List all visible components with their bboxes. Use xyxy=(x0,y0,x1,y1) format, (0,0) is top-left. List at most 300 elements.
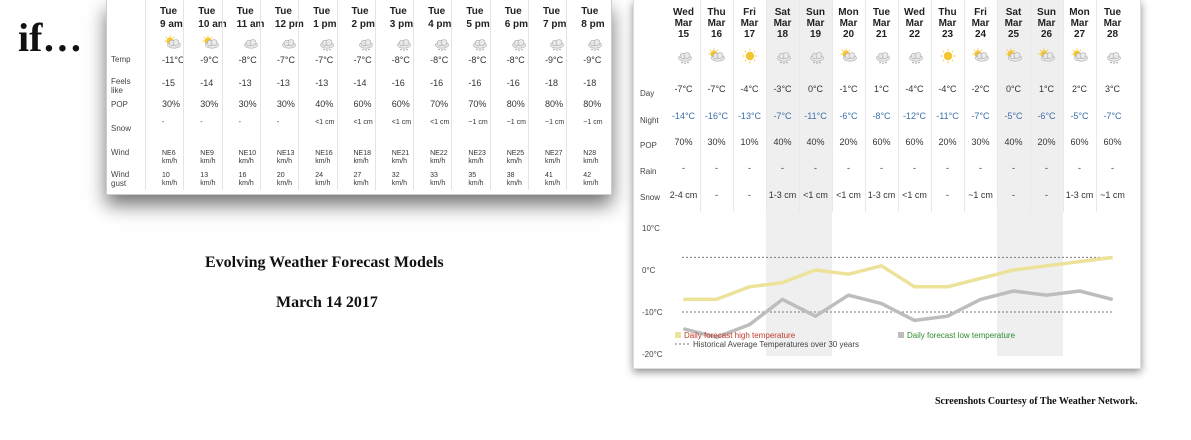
day-high: 0°C xyxy=(807,84,824,94)
day-date: 16 xyxy=(710,29,723,40)
day-rain: - xyxy=(814,163,817,173)
column-separator xyxy=(997,0,998,212)
y-tick-label: 10°C xyxy=(642,224,660,233)
row-label-snow: Snow xyxy=(111,124,132,133)
hour-snow: - xyxy=(276,119,280,126)
hour-feels-like: -14 xyxy=(200,78,214,88)
hour-snow: <1 cm xyxy=(315,119,335,126)
night-low: -12°C xyxy=(902,111,927,121)
day-high: -2°C xyxy=(971,84,990,94)
hour-time: 4 pm xyxy=(428,19,452,30)
hour-feels-like: -13 xyxy=(315,78,329,88)
hour-time: 10 am xyxy=(198,19,227,30)
legend-low-swatch xyxy=(898,332,904,338)
cloud-icon xyxy=(240,35,260,49)
legend-historical-label: Historical Average Temperatures over 30 years xyxy=(693,340,860,349)
snow-cloud-icon xyxy=(905,48,925,64)
hour-snow: ~1 cm xyxy=(545,119,565,126)
hourly-column xyxy=(337,0,376,190)
day-snow: 1-3 cm xyxy=(768,190,797,200)
hour-temp: -9°C xyxy=(200,55,219,65)
snow-cloud-icon xyxy=(393,35,413,49)
high-temperature-point xyxy=(914,286,915,287)
hour-wind-unit: km/h xyxy=(315,158,331,165)
day-date: 23 xyxy=(941,29,954,40)
high-temperature-point xyxy=(782,282,783,283)
hour-pop: 30% xyxy=(276,99,295,109)
sun-cloud-icon xyxy=(839,48,859,64)
hour-time: 3 pm xyxy=(389,19,414,30)
day-pop: 60% xyxy=(872,137,891,147)
night-low: -11°C xyxy=(936,111,959,121)
high-temperature-point xyxy=(848,274,849,275)
day-dow: Thu xyxy=(707,7,726,18)
day-pop: 60% xyxy=(1070,137,1089,147)
day-date: 24 xyxy=(974,29,987,40)
day-date: 19 xyxy=(809,29,822,40)
hour-pop: 30% xyxy=(200,99,219,109)
snow-cloud-icon xyxy=(674,48,694,64)
hour-wind-unit: km/h xyxy=(200,158,216,165)
snow-cloud-icon xyxy=(584,35,604,49)
day-date: 21 xyxy=(875,29,888,40)
night-low: -16°C xyxy=(704,111,729,121)
high-temperature-point xyxy=(716,299,717,300)
night-low: -5°C xyxy=(1070,111,1089,121)
low-temperature-point xyxy=(1112,299,1113,300)
hour-temp: -9°C xyxy=(545,55,564,65)
hour-wind: NE16 xyxy=(315,150,333,157)
day-header xyxy=(799,7,832,40)
credit-text: Screenshots Courtesy of The Weather Network. xyxy=(935,396,1138,407)
night-low: -11°C xyxy=(804,111,827,121)
day-rain: - xyxy=(781,163,784,173)
daily-column xyxy=(799,0,832,212)
day-high: -3°C xyxy=(773,84,792,94)
hour-gust: 38 xyxy=(506,172,515,179)
high-temperature-point xyxy=(815,269,816,270)
day-snow: - xyxy=(748,190,751,200)
day-snow: ~1 cm xyxy=(968,190,993,200)
day-snow: - xyxy=(946,190,949,200)
hour-gust: 27 xyxy=(353,172,362,179)
day-header xyxy=(931,7,964,40)
hour-gust-unit: km/h xyxy=(506,180,522,187)
low-temperature-point xyxy=(1079,290,1080,291)
day-rain: - xyxy=(880,163,883,173)
hour-wind: NE21 xyxy=(391,150,410,157)
row-label-wind: Wind xyxy=(111,148,130,157)
column-separator xyxy=(865,0,866,212)
day-pop: 60% xyxy=(905,137,924,147)
column-separator xyxy=(700,0,701,212)
hour-feels-like: -16 xyxy=(430,78,444,88)
hour-gust: 10 xyxy=(162,172,170,179)
snow-cloud-icon xyxy=(431,35,451,49)
day-month: Mar xyxy=(938,18,957,29)
day-snow: <1 cm xyxy=(836,190,861,200)
hour-temp: -8°C xyxy=(238,55,257,65)
hour-wind-unit: km/h xyxy=(353,158,369,165)
hour-time: 6 pm xyxy=(504,19,529,30)
hour-wind: NE13 xyxy=(276,150,295,157)
hour-day: Tue xyxy=(313,6,331,17)
night-low: -6°C xyxy=(1037,111,1056,121)
row-label-pop: POP xyxy=(640,141,657,150)
hour-wind: NE22 xyxy=(430,150,448,157)
daily-column xyxy=(964,0,997,212)
hour-wind-unit: km/h xyxy=(545,158,561,165)
day-header xyxy=(832,7,865,40)
hour-snow: ~1 cm xyxy=(468,119,488,126)
hour-time: 12 pm xyxy=(274,19,304,30)
column-separator xyxy=(1096,0,1097,212)
hour-feels-like: -16 xyxy=(468,78,482,88)
day-month: Mar xyxy=(1103,18,1122,29)
snow-cloud-icon xyxy=(355,35,375,49)
hour-day: Tue xyxy=(274,6,292,17)
day-month: Mar xyxy=(971,18,990,29)
hour-temp: -7°C xyxy=(315,55,334,65)
hour-temp: -7°C xyxy=(353,55,372,65)
row-label-feels-like: like xyxy=(111,86,124,95)
column-separator xyxy=(766,0,767,212)
day-header xyxy=(1096,7,1129,40)
day-month: Mar xyxy=(1037,18,1056,29)
hour-wind-unit: km/h xyxy=(162,158,178,165)
daily-column xyxy=(1030,0,1063,212)
night-low: -7°C xyxy=(971,111,990,121)
daily-column xyxy=(1063,0,1096,212)
hour-feels-like: -13 xyxy=(276,78,290,88)
day-rain: - xyxy=(847,163,850,173)
snow-cloud-icon xyxy=(1103,48,1123,64)
row-label-pop: POP xyxy=(111,100,128,109)
day-pop: 30% xyxy=(707,137,726,147)
daily-column xyxy=(733,0,766,212)
column-separator xyxy=(1063,0,1064,212)
high-temperature-point xyxy=(1013,269,1014,270)
hour-wind-unit: km/h xyxy=(430,158,446,165)
hour-wind: NE25 xyxy=(506,150,525,157)
hour-feels-like: -16 xyxy=(506,78,520,88)
row-label-day: Day xyxy=(640,89,655,98)
night-low: -5°C xyxy=(1004,111,1023,121)
day-date: 15 xyxy=(677,29,690,40)
hour-pop: 30% xyxy=(238,99,257,109)
day-rain: - xyxy=(715,163,718,173)
low-temperature-point xyxy=(881,303,882,304)
y-tick-label: -20°C xyxy=(642,350,663,359)
sun-cloud-icon xyxy=(1004,48,1024,64)
hour-temp: -11°C xyxy=(162,55,185,65)
high-temperature-point xyxy=(980,278,981,279)
legend-low-label: Daily forecast low temperature xyxy=(907,331,1016,340)
hour-feels-like: -16 xyxy=(391,78,405,88)
day-date: 22 xyxy=(908,29,921,40)
day-high: -4°C xyxy=(905,84,924,94)
day-date: 20 xyxy=(842,29,855,40)
sun-cloud-icon xyxy=(971,48,991,64)
snow-cloud-icon xyxy=(773,48,793,64)
low-temperature-point xyxy=(782,299,783,300)
slide-title: Evolving Weather Forecast Models xyxy=(205,254,444,271)
day-high: 0°C xyxy=(1005,84,1022,94)
hour-temp: -9°C xyxy=(583,55,602,65)
hourly-column xyxy=(451,0,490,190)
day-pop: 10% xyxy=(740,137,759,147)
hour-gust-unit: km/h xyxy=(315,180,331,187)
day-snow: - xyxy=(1012,190,1015,200)
day-pop: 20% xyxy=(1037,137,1056,147)
night-low: -13°C xyxy=(737,111,762,121)
hour-temp: -8°C xyxy=(430,55,449,65)
night-low: -8°C xyxy=(872,111,891,121)
day-snow: <1 cm xyxy=(803,190,828,200)
day-month: Mar xyxy=(740,18,759,29)
day-rain: - xyxy=(1111,163,1114,173)
sun-icon xyxy=(938,48,958,64)
hour-pop: 70% xyxy=(468,99,487,109)
hourly-column xyxy=(260,0,304,190)
day-dow: Thu xyxy=(938,7,957,18)
day-high: -4°C xyxy=(938,84,957,94)
day-snow: - xyxy=(1045,190,1048,200)
column-separator xyxy=(832,0,833,212)
hour-wind: NE9 xyxy=(200,150,214,157)
hour-gust-unit: km/h xyxy=(583,180,599,187)
row-label-snow: Snow xyxy=(640,193,661,202)
hour-wind-unit: km/h xyxy=(391,158,407,165)
high-temperature-point xyxy=(1079,261,1080,262)
low-temperature-point xyxy=(683,328,684,329)
day-pop: 60% xyxy=(1103,137,1122,147)
legend-high-swatch xyxy=(675,332,681,338)
hour-time: 1 pm xyxy=(313,19,337,30)
sun-icon xyxy=(740,48,760,64)
day-header xyxy=(700,7,733,40)
hour-day: Tue xyxy=(466,6,484,17)
sun-cloud-icon xyxy=(201,35,221,49)
hour-feels-like: -13 xyxy=(238,78,252,88)
hour-time: 9 am xyxy=(160,19,183,30)
day-pop: 40% xyxy=(773,137,792,147)
weekend-shade xyxy=(1030,212,1063,356)
hour-gust-unit: km/h xyxy=(353,180,369,187)
slide-if-text: if… xyxy=(18,15,83,60)
daily-column xyxy=(1096,0,1129,212)
day-pop: 20% xyxy=(938,137,957,147)
low-temperature-point xyxy=(815,316,816,317)
day-dow: Fri xyxy=(974,7,987,18)
day-dow: Sun xyxy=(1037,7,1056,18)
hour-feels-like: -18 xyxy=(545,78,559,88)
sun-cloud-icon xyxy=(1070,48,1090,64)
sun-cloud-icon xyxy=(707,48,727,64)
high-temperature-point xyxy=(683,299,684,300)
hourly-column xyxy=(413,0,452,190)
hour-gust-unit: km/h xyxy=(468,180,484,187)
hour-gust: 16 xyxy=(238,172,247,179)
hour-pop: 80% xyxy=(583,99,602,109)
low-temperature-point xyxy=(914,320,915,321)
day-dow: Mon xyxy=(1069,7,1090,18)
hourly-column xyxy=(222,0,265,190)
hour-gust: 32 xyxy=(391,172,400,179)
hour-gust-unit: km/h xyxy=(162,180,178,187)
daily-column xyxy=(997,0,1030,212)
day-header xyxy=(997,7,1030,40)
column-separator xyxy=(898,0,899,212)
weekend-shade xyxy=(799,212,832,356)
day-high: 1°C xyxy=(1038,84,1055,94)
day-month: Mar xyxy=(1070,18,1089,29)
day-month: Mar xyxy=(1004,18,1023,29)
high-temperature-point xyxy=(1046,265,1047,266)
day-dow: Sat xyxy=(774,7,791,18)
y-tick-label: -10°C xyxy=(642,308,663,317)
hour-pop: 40% xyxy=(315,99,334,109)
hour-gust: 24 xyxy=(315,172,323,179)
day-date: 18 xyxy=(776,29,789,40)
day-date: 17 xyxy=(743,29,756,40)
day-dow: Sun xyxy=(806,7,825,18)
hour-wind: NE10 xyxy=(238,150,257,157)
day-rain: - xyxy=(682,163,685,173)
day-dow: Mon xyxy=(838,7,859,18)
hourly-column xyxy=(528,0,567,190)
day-high: -4°C xyxy=(740,84,759,94)
hour-time: 11 am xyxy=(236,19,265,30)
day-dow: Tue xyxy=(1103,7,1122,18)
low-temperature-point xyxy=(848,295,849,296)
high-temperature-point xyxy=(1112,257,1113,258)
slide-date: March 14 2017 xyxy=(276,294,378,311)
day-month: Mar xyxy=(707,18,726,29)
sun-cloud-icon xyxy=(1037,48,1057,64)
day-high: 2°C xyxy=(1071,84,1088,94)
row-label-wind-gust2: gust xyxy=(111,179,127,188)
high-temperature-point xyxy=(881,265,882,266)
hourly-column xyxy=(145,0,184,190)
day-high: -1°C xyxy=(839,84,858,94)
snow-cloud-icon xyxy=(546,35,566,49)
hour-temp: -8°C xyxy=(468,55,487,65)
day-snow: ~1 cm xyxy=(1100,190,1125,200)
hourly-column xyxy=(490,0,529,190)
hour-gust: 20 xyxy=(276,172,285,179)
day-header xyxy=(1063,7,1096,40)
hourly-column xyxy=(298,0,337,190)
day-rain: - xyxy=(1078,163,1081,173)
night-low: -7°C xyxy=(1103,111,1122,121)
day-high: 1°C xyxy=(873,84,890,94)
day-dow: Wed xyxy=(673,7,694,18)
hour-day: Tue xyxy=(236,6,254,17)
hour-day: Tue xyxy=(198,6,216,17)
hour-pop: 70% xyxy=(430,99,449,109)
day-rain: - xyxy=(946,163,949,173)
night-low: -7°C xyxy=(773,111,792,121)
high-temperature-point xyxy=(947,286,948,287)
row-label-feels: Feels xyxy=(111,77,131,86)
day-month: Mar xyxy=(773,18,792,29)
hour-pop: 60% xyxy=(391,99,410,109)
column-separator xyxy=(964,0,965,212)
day-high: 3°C xyxy=(1104,84,1121,94)
day-rain: - xyxy=(748,163,751,173)
low-temperature-point xyxy=(947,316,948,317)
snow-cloud-icon xyxy=(316,35,336,49)
hour-day: Tue xyxy=(389,6,407,17)
hour-gust-unit: km/h xyxy=(238,180,254,187)
row-label-wind-gust: Wind xyxy=(111,170,130,179)
sun-cloud-icon xyxy=(163,35,183,49)
column-separator xyxy=(1030,0,1031,212)
snow-cloud-icon xyxy=(872,48,892,64)
day-date: 25 xyxy=(1007,29,1020,40)
hour-pop: 30% xyxy=(162,99,181,109)
day-header xyxy=(733,7,766,40)
day-rain: - xyxy=(1045,163,1048,173)
day-rain: - xyxy=(913,163,916,173)
low-temperature-point xyxy=(749,324,750,325)
hour-gust: 33 xyxy=(430,172,438,179)
hour-gust-unit: km/h xyxy=(276,180,293,187)
hourly-column xyxy=(183,0,227,190)
hour-time: 8 pm xyxy=(581,19,605,30)
night-low: -14°C xyxy=(671,111,696,121)
hour-snow: <1 cm xyxy=(430,119,450,126)
day-dow: Tue xyxy=(872,7,891,18)
snow-cloud-icon xyxy=(806,48,826,64)
legend-high-label: Daily forecast high temperature xyxy=(684,331,796,340)
day-pop: 40% xyxy=(806,137,825,147)
hourly-column xyxy=(566,0,605,190)
hour-gust: 42 xyxy=(583,172,592,179)
day-month: Mar xyxy=(839,18,858,29)
hour-pop: 80% xyxy=(506,99,525,109)
column-separator xyxy=(931,0,932,212)
day-date: 27 xyxy=(1073,29,1086,40)
day-month: Mar xyxy=(806,18,825,29)
daily-column xyxy=(667,0,700,212)
row-label-temp: Temp xyxy=(111,55,131,64)
hour-snow: - xyxy=(238,119,241,126)
hour-wind: N28 xyxy=(583,150,597,157)
hour-gust-unit: km/h xyxy=(200,180,216,187)
snow-cloud-icon xyxy=(508,35,528,49)
hour-wind: NE27 xyxy=(545,150,563,157)
hour-temp: -8°C xyxy=(391,55,410,65)
day-snow: <1 cm xyxy=(902,190,927,200)
hour-time: 7 pm xyxy=(543,19,567,30)
hour-time: 2 pm xyxy=(351,19,375,30)
hour-day: Tue xyxy=(504,6,522,17)
hour-wind-unit: km/h xyxy=(506,158,522,165)
hour-snow: - xyxy=(200,119,203,126)
hour-gust-unit: km/h xyxy=(430,180,446,187)
day-pop: 30% xyxy=(971,137,990,147)
day-high: -7°C xyxy=(674,84,693,94)
day-header xyxy=(964,7,997,40)
day-dow: Wed xyxy=(904,7,925,18)
hour-gust: 13 xyxy=(200,172,209,179)
hour-temp: -7°C xyxy=(276,55,295,65)
hour-snow: - xyxy=(162,119,165,126)
y-tick-label: 0°C xyxy=(642,266,656,275)
hour-time: 5 pm xyxy=(466,19,490,30)
